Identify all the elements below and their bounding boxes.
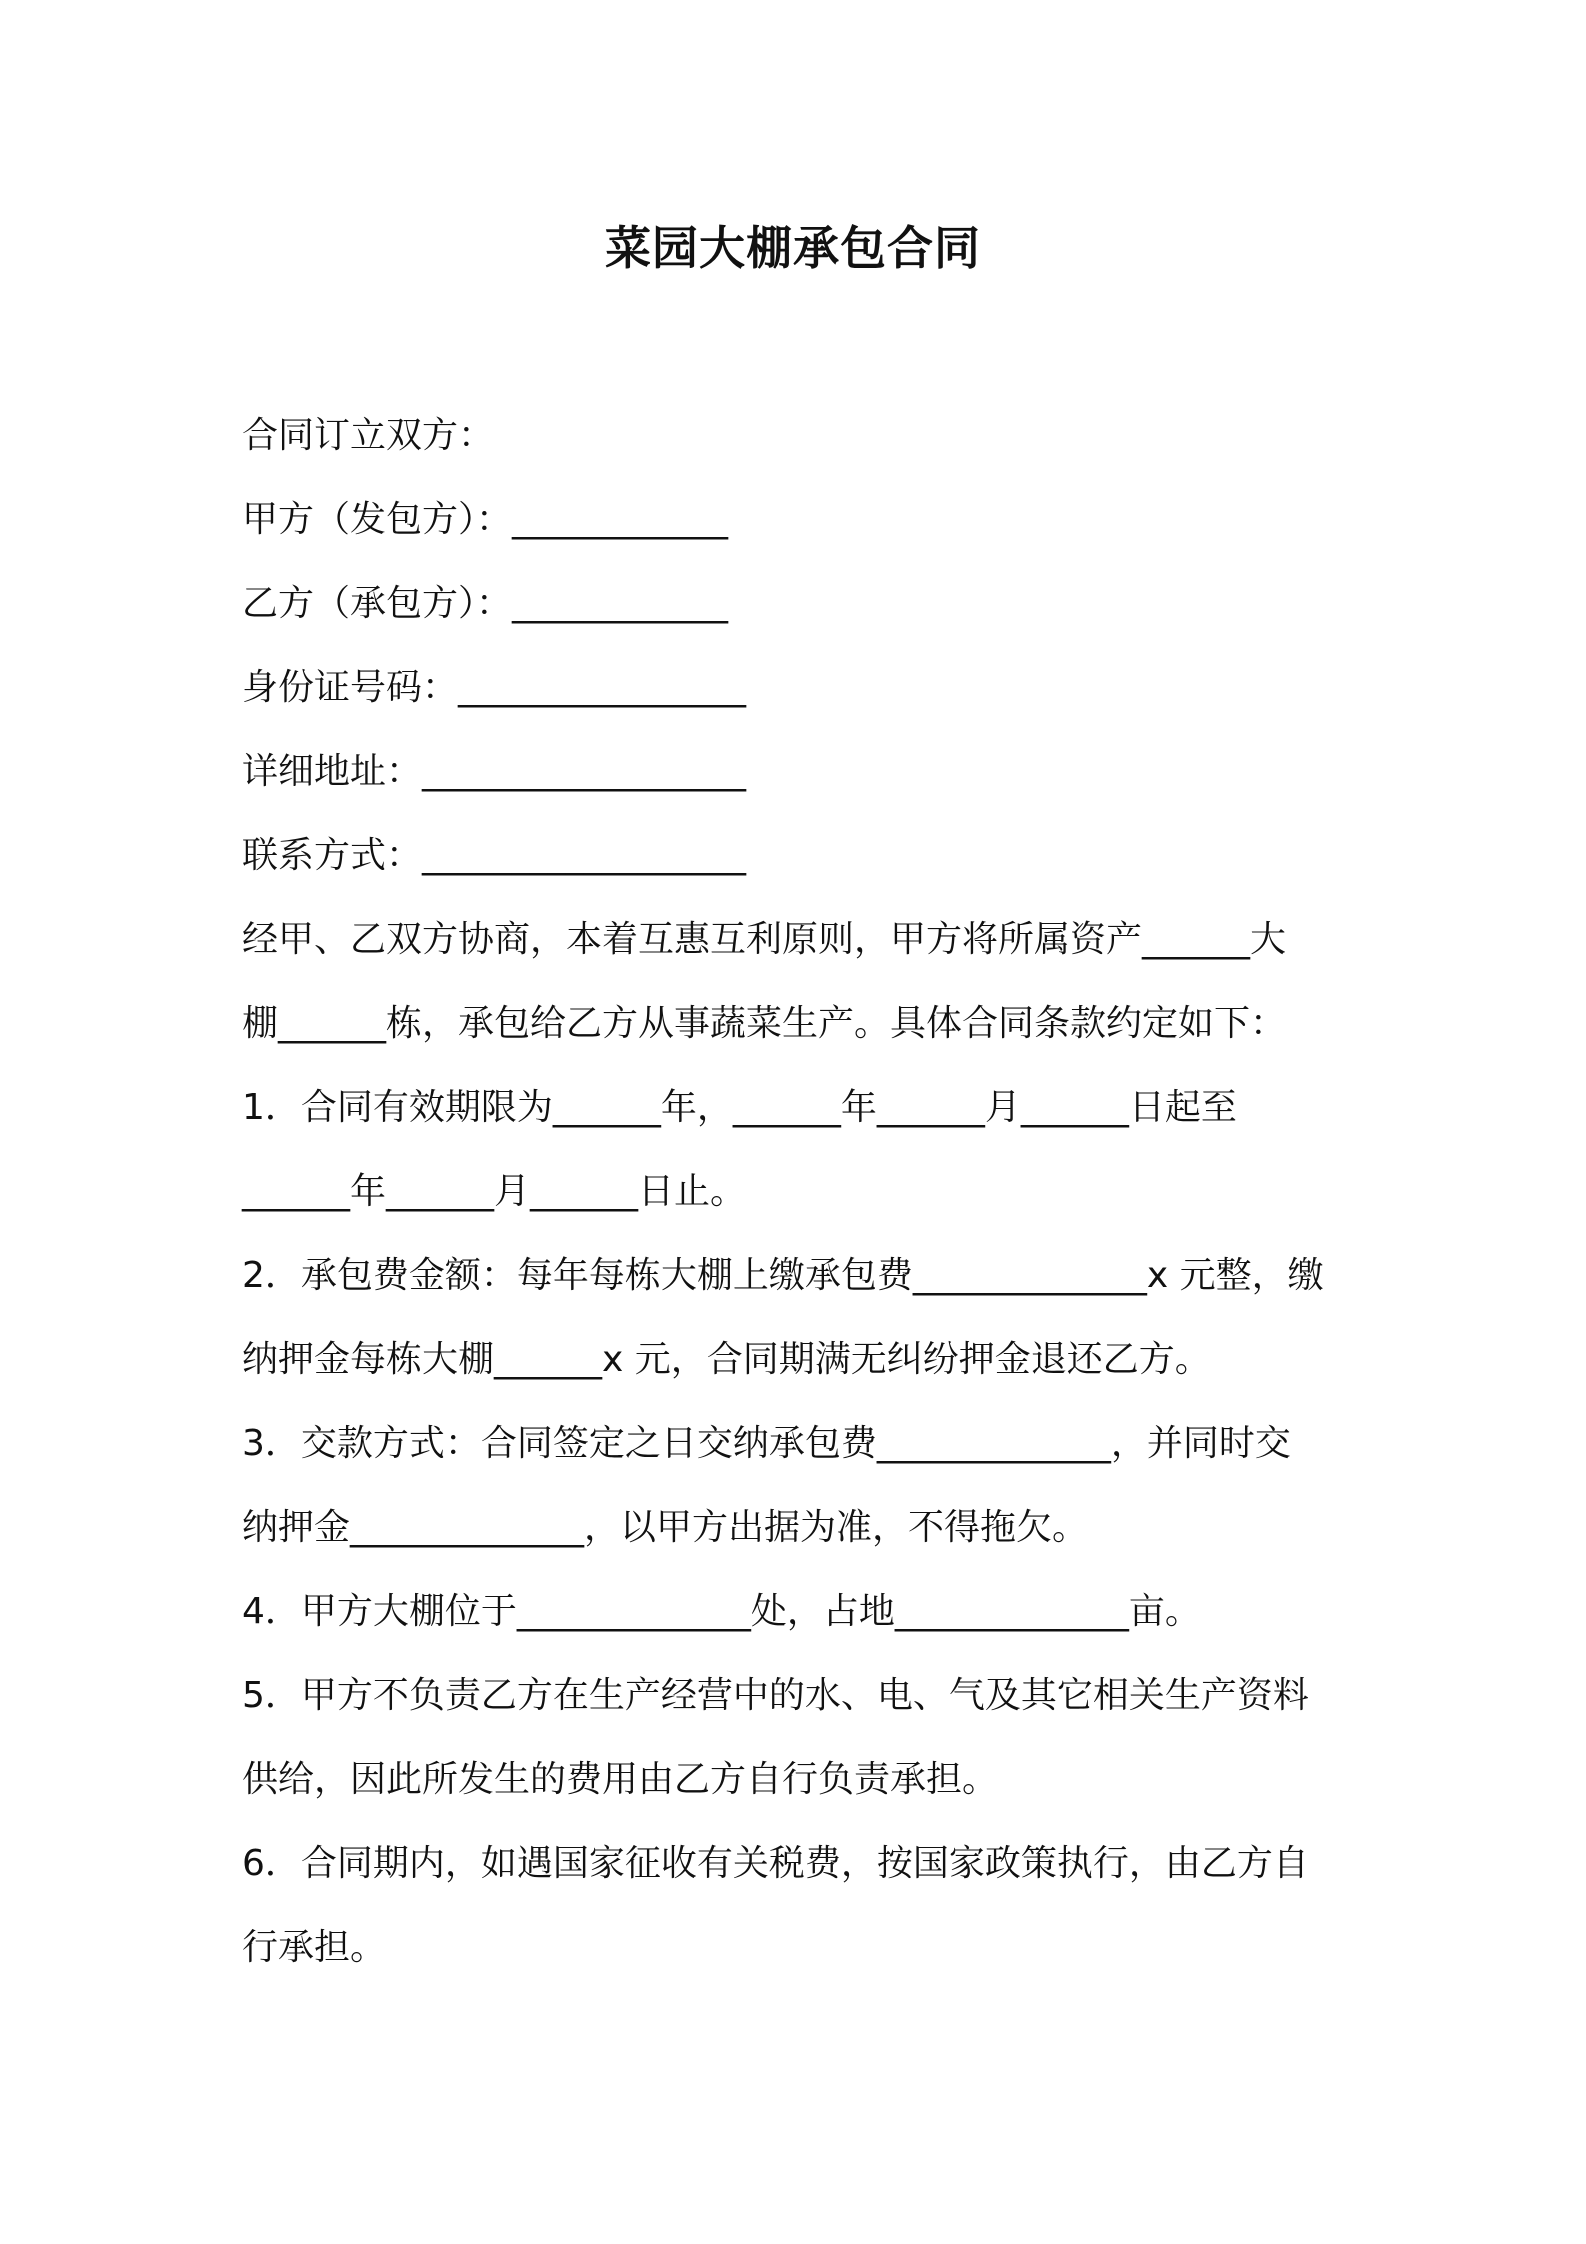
party-b-line: 乙方（承包方）：____________ bbox=[242, 583, 729, 624]
id-number-line: 身份证号码：________________ bbox=[242, 667, 747, 708]
clause-2-line-2: 纳押金每栋大棚______x 元，合同期满无纠纷押金退还乙方。 bbox=[242, 1339, 1211, 1380]
party-a-line: 甲方（发包方）：____________ bbox=[242, 499, 729, 540]
clause-1-line-1: 1．合同有效期限为______年，______年______月______日起至 bbox=[242, 1087, 1237, 1128]
contact-line: 联系方式：__________________ bbox=[242, 835, 747, 876]
intro-paragraph-line-1: 经甲、乙双方协商，本着互惠互利原则，甲方将所属资产______大 bbox=[242, 919, 1287, 960]
intro-paragraph-line-2: 棚______栋，承包给乙方从事蔬菜生产。具体合同条款约定如下： bbox=[242, 1003, 1287, 1044]
clause-5-line-1: 5．甲方不负责乙方在生产经营中的水、电、气及其它相关生产资料 bbox=[242, 1675, 1309, 1716]
clause-1-line-2: ______年______月______日止。 bbox=[242, 1171, 747, 1212]
clause-3-line-2: 纳押金_____________，以甲方出据为准，不得拖欠。 bbox=[242, 1507, 1089, 1548]
clause-6-line-2: 行承担。 bbox=[242, 1927, 387, 1968]
clause-3-line-1: 3．交款方式：合同签定之日交纳承包费_____________，并同时交 bbox=[242, 1423, 1291, 1464]
clause-5-line-2: 供给，因此所发生的费用由乙方自行负责承担。 bbox=[242, 1759, 999, 1800]
clause-4-line: 4．甲方大棚位于_____________处，占地_____________亩。 bbox=[242, 1591, 1201, 1632]
clause-6-line-1: 6．合同期内，如遇国家征收有关税费，按国家政策执行，由乙方自 bbox=[242, 1843, 1309, 1884]
page-title: 菜园大棚承包合同 bbox=[605, 221, 981, 275]
clause-2-line-1: 2．承包费金额：每年每栋大棚上缴承包费_____________x 元整，缴 bbox=[242, 1255, 1324, 1296]
address-line: 详细地址：__________________ bbox=[242, 751, 747, 792]
parties-heading: 合同订立双方： bbox=[242, 415, 495, 456]
